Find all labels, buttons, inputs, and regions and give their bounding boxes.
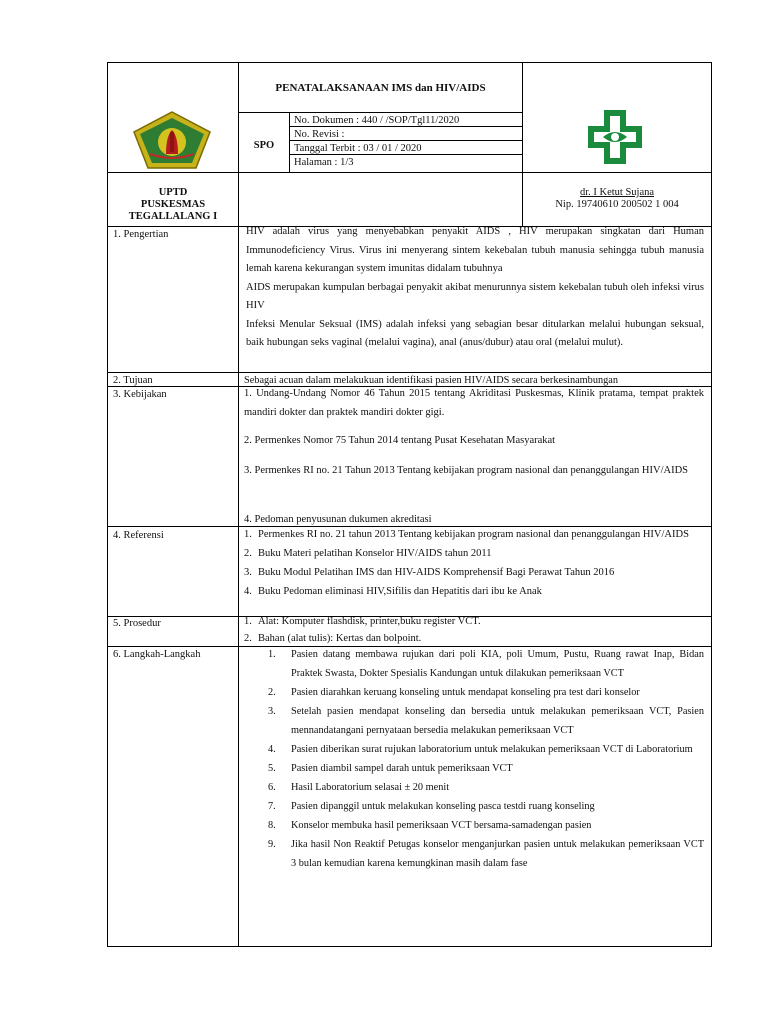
referensi-item: 4. Buku Pedoman eliminasi HIV,Sifilis dan Hepatitis dari ibu ke Anak	[244, 586, 542, 597]
langkah-item: 5. Pasien diambil sampel darah untuk pemeriksaan VCT	[268, 763, 513, 774]
langkah-item: 9. Jika hasil Non Reaktif Petugas konselor menganjurkan pasien untuk melakukan pemeriksaan VCT 3 bulan kemudian karena kemungkinan masih dalam fase	[268, 839, 704, 869]
kebijakan-item-4: 4. Pedoman penyusunan dukumen akreditasi	[244, 514, 432, 525]
pengertian-paragraph-2: AIDS merupakan kumpulan berbagai penyakit akibat menurunnya sistem kekebalan tubuh oleh infeksi virus HIV	[246, 281, 704, 311]
doc-date: Tanggal Terbit : 03 / 01 / 2020	[294, 143, 422, 154]
referensi-item: 2. Buku Materi pelatihan Konselor HIV/AIDS tahun 2011	[244, 548, 492, 559]
pengertian-text	[246, 223, 704, 353]
kebijakan-item-1: 1. Undang-Undang Nomor 46 Tahun 2015 tentang Akriditasi Puskesmas, Klinik pratama, tempat praktek mandiri dokter dan praktek mandiri dokter gigi.	[244, 388, 704, 418]
org-name-line-2: PUSKESMAS	[140, 199, 206, 210]
logo-row-bottom	[107, 172, 712, 173]
signer-nip: Nip. 19740610 200502 1 004	[555, 199, 679, 210]
prosedur-list	[244, 613, 704, 647]
label-prosedur: 5. Prosedur	[113, 618, 161, 629]
kebijakan-item-2: 2. Permenkes Nomor 75 Tahun 2014 tentang Pusat Kesehatan Masyarakat	[244, 435, 556, 446]
title-underline	[238, 112, 523, 113]
org-name-line-1: UPTD	[158, 187, 188, 198]
sep-tujuan	[107, 372, 712, 373]
pengertian-paragraph-3: Infeksi Menular Seksual (IMS) adalah infeksi yang sebagian besar ditularkan melalui hubungan seksual, baik hubungan seks vaginal (melalui vagina), anal (anus/dubur) atau oral (melalui mulut).	[246, 318, 704, 348]
label-tujuan: 2. Tujuan	[113, 375, 153, 386]
referensi-item: 3. Buku Modul Pelatihan IMS dan HIV-AIDS Komprehensif Bagi Perawat Tahun 2016	[244, 567, 615, 578]
langkah-item: 6. Hasil Laboratorium selasai ± 20 menit	[268, 782, 450, 793]
spo-label: SPO	[253, 140, 275, 151]
label-pengertian: 1. Pengertian	[113, 229, 169, 240]
org-name-line-3: TEGALLALANG I	[128, 211, 218, 222]
page-bottom-mask	[0, 947, 768, 1024]
kebijakan-item-3: 3. Permenkes RI no. 21 Tahun 2013 Tentang kebijakan program nasional dan penanggulangan HIV/AIDS	[244, 465, 689, 476]
doc-number: No. Dokumen : 440 / /SOP/Tgl11/2020	[294, 115, 460, 126]
prosedur-item: 2. Bahan (alat tulis): Kertas dan bolpoint.	[244, 633, 422, 644]
langkah-item: 7. Pasien dipanggil untuk melakukan konseling pasca testdi ruang konseling	[268, 801, 595, 812]
label-kebijakan: 3. Kebijakan	[113, 389, 167, 400]
health-cross-logo-icon	[587, 109, 643, 165]
langkah-item: 2. Pasien diarahkan keruang konseling untuk mendapat konseling pra test dari konselor	[268, 687, 640, 698]
label-column-divider	[238, 226, 239, 947]
langkah-list	[268, 645, 704, 873]
langkah-item: 1. Pasien datang membawa rujukan dari poli KIA, poli Umum, Pustu, Ruang rawat Inap, Bidan Praktek Swasta, Dokter Spesialis Kandungan untuk dilakukan pemeriksaan VCT	[268, 649, 704, 679]
frame-top	[107, 62, 712, 63]
document-title: PENATALAKSANAAN IMS dan HIV/AIDS	[275, 82, 486, 94]
label-referensi: 4. Referensi	[113, 530, 164, 541]
langkah-item: 8. Konselor membuka hasil pemeriksaan VCT bersama-samadengan pasien	[268, 820, 592, 831]
referensi-list	[244, 525, 704, 601]
doc-page: Halaman : 1/3	[294, 157, 354, 168]
puskesmas-emblem-icon	[132, 110, 212, 170]
frame-right	[711, 62, 712, 947]
spo-divider	[289, 112, 290, 172]
doc-revision: No. Revisi :	[294, 129, 345, 140]
tujuan-text: Sebagai acuan dalam melakukuan identifikasi pasien HIV/AIDS secara berkesinambungan	[244, 375, 618, 386]
label-langkah: 6. Langkah-Langkah	[113, 649, 201, 660]
prosedur-item: 1. Alat: Komputer flashdisk, printer,buku register VCT.	[244, 616, 481, 627]
referensi-item: 1. Permenkes RI no. 21 tahun 2013 Tentang kebijakan program nasional dan penanggulangan HIV/AIDS	[244, 529, 689, 540]
langkah-item: 3. Setelah pasien mendapat konseling dan bersedia untuk melakukan pemeriksaan VCT, Pasien mennandatangani pernyataan bersedia melakukan pemeriksaan VCT	[268, 706, 704, 736]
langkah-item: 4. Pasien diberikan surat rujukan laboratorium untuk melakukan pemeriksaan VCT di Laboratorium	[268, 744, 693, 755]
signer-name: dr. I Ketut Sujana	[579, 187, 655, 198]
pengertian-paragraph-1: HIV adalah virus yang menyebabkan penyakit AIDS , HIV merupakan singkatan dari Human Immunodeficiency Virus. Virus ini menyerang sintem kekebalan tubuh manusia sehingga tubuh manusia lemah karena kekurangan system imunitas didalam tubuhnya	[246, 226, 704, 274]
